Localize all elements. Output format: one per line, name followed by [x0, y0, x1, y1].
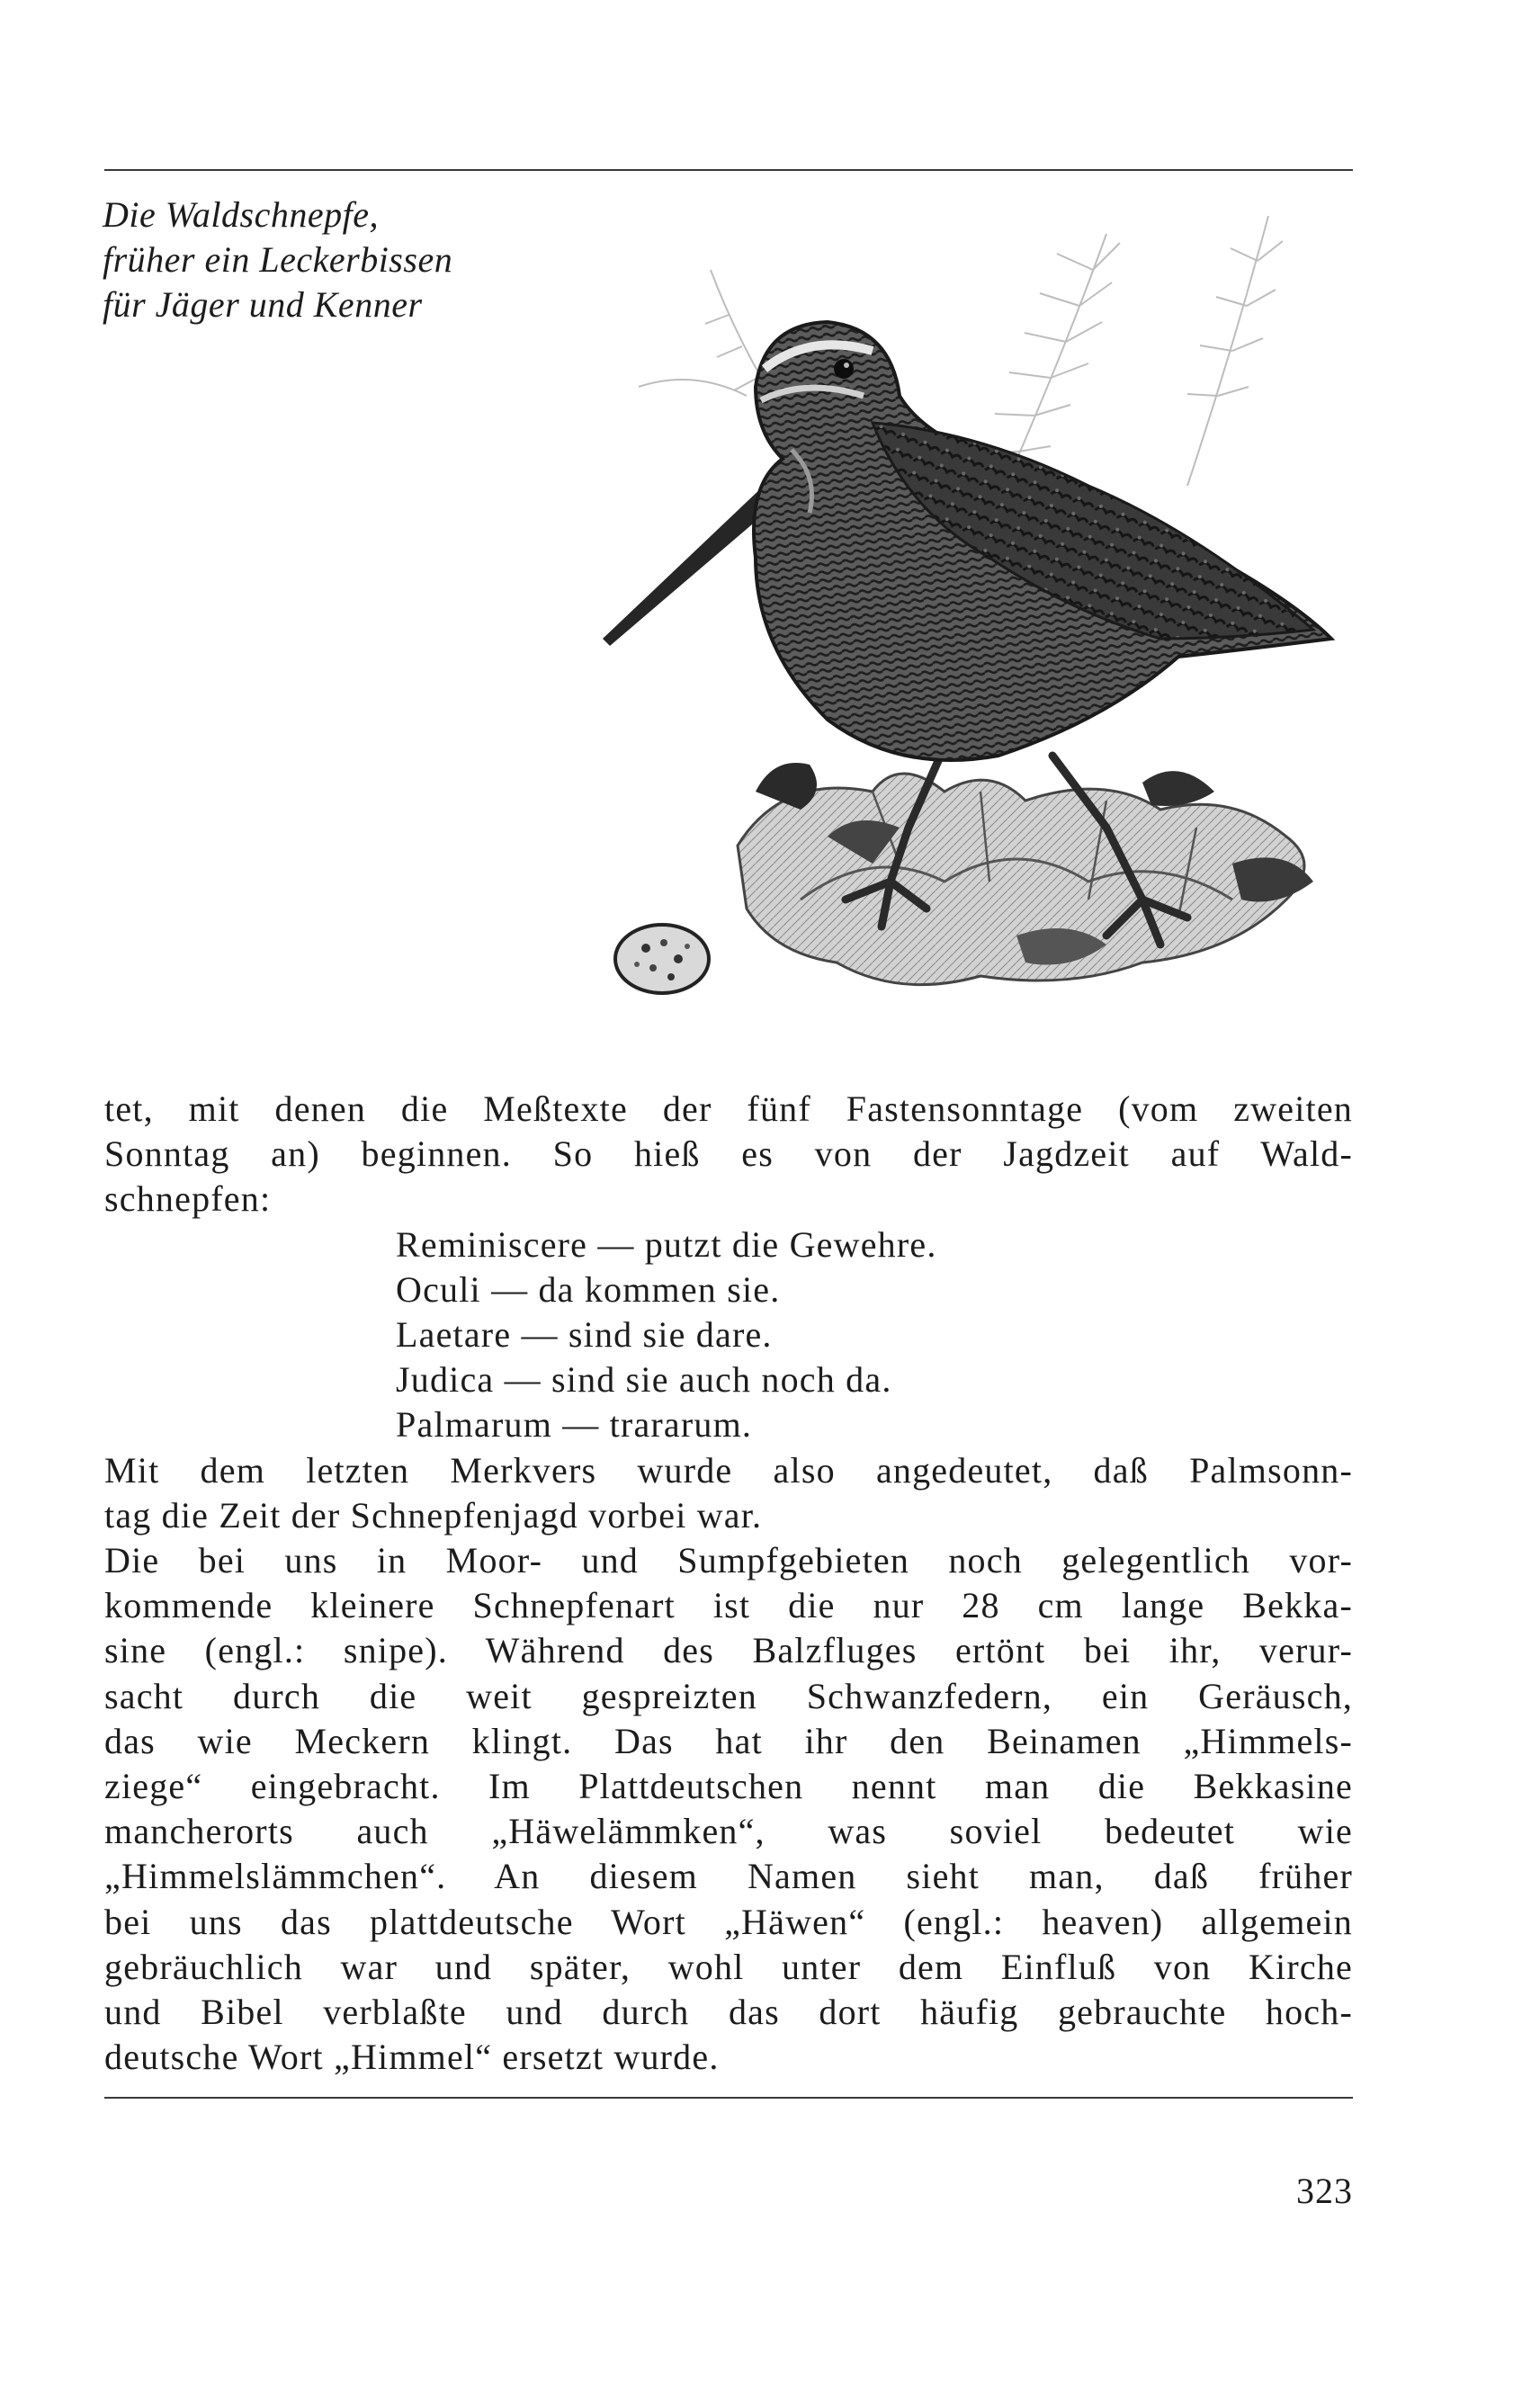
text-line: gebräuchlich war und später, wohl unter dem Einfluß von Kirche [104, 1946, 1353, 1987]
top-rule [104, 169, 1353, 171]
caption-line: Die Waldschnepfe, [103, 194, 379, 235]
text-line: sine (engl.: snipe). Während des Balzfluges ertönt bei ihr, verur- [104, 1630, 1353, 1671]
body-text [104, 1087, 1353, 2080]
verse-line: Laetare — sind sie dare. [396, 1314, 773, 1356]
woodcock-drawing [603, 216, 1358, 1052]
text-line: tet, mit denen die Meßtexte der fünf Fastensonntage (vom zweiten [104, 1088, 1353, 1129]
bottom-rule [104, 2097, 1353, 2099]
text-line: das wie Meckern klingt. Das hat ihr den Beinamen „Himmels- [104, 1720, 1353, 1761]
verse-line: Judica — sind sie auch noch da. [396, 1359, 892, 1401]
text-line: schnepfen: [104, 1178, 272, 1220]
text-line: Sonntag an) beginnen. So hieß es von der Jagdzeit auf Wald- [104, 1133, 1353, 1175]
text-line: bei uns das plattdeutsche Wort „Häwen“ (engl.: heaven) allgemein [104, 1901, 1353, 1942]
text-line: sacht durch die weit gespreizten Schwanzfedern, ein Geräusch, [104, 1675, 1353, 1716]
caption-line: früher ein Leckerbissen [103, 239, 453, 280]
text-line: Die bei uns in Moor- und Sumpfgebieten noch gelegentlich vor- [104, 1540, 1353, 1581]
verse-line: Palmarum — trararum. [396, 1404, 753, 1446]
bird-eye [834, 359, 854, 379]
figure-caption [103, 193, 452, 327]
text-line: tag die Zeit der Schnepfenjagd vorbei war. [104, 1494, 763, 1536]
text-line: mancherorts auch „Häwelämmken“, was soviel bedeutet wie [104, 1811, 1353, 1852]
egg-icon [615, 925, 709, 993]
text-line: deutsche Wort „Himmel“ ersetzt wurde. [104, 2037, 720, 2078]
woodcock-illustration-icon [603, 216, 1358, 1052]
text-line: kommende kleinere Schnepfenart ist die nur 28 cm lange Bekka- [104, 1585, 1353, 1626]
text-line: ziege“ eingebracht. Im Plattdeutschen nennt man die Bekkasine [104, 1766, 1353, 1807]
text-line: und Bibel verblaßte und durch das dort häufig gebrauchte hoch- [104, 1992, 1353, 2033]
page-number: 323 [1296, 2171, 1353, 2211]
leaf-litter [738, 763, 1313, 985]
text-line: Mit dem letzten Merkvers wurde also angedeutet, daß Palmsonn- [104, 1449, 1353, 1491]
caption-line: für Jäger und Kenner [103, 284, 423, 325]
verse-line: Reminiscere — putzt die Gewehre. [396, 1223, 937, 1265]
text-line: „Himmelslämmchen“. An diesem Namen sieht man, daß früher [104, 1856, 1353, 1897]
verse-line: Oculi — da kommen sie. [396, 1268, 781, 1310]
